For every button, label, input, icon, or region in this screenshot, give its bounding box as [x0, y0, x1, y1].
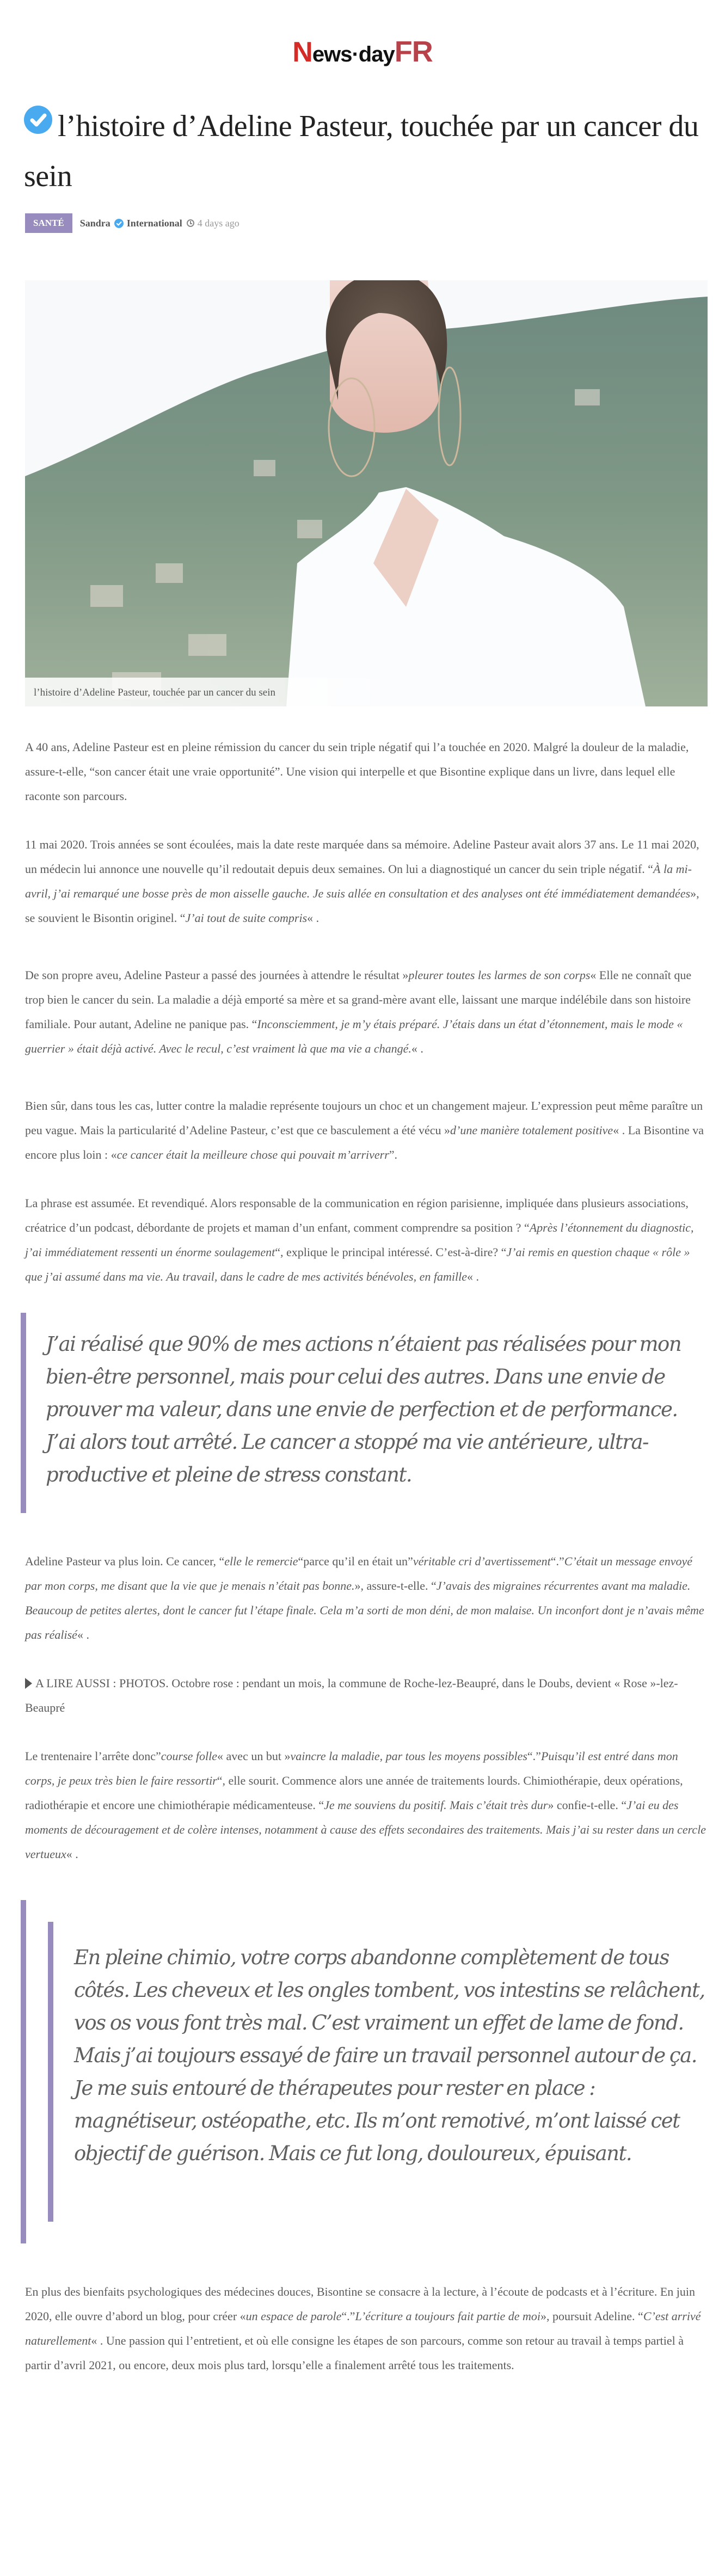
paragraph-text: « .: [411, 1042, 423, 1055]
paragraph-text: “, elle sourit. Commence alors une année de traitements lourds. Chimiothérapie, deux opérations, radiothérapie et encore une chimiothérapie médicamenteuse. “: [25, 1774, 683, 1812]
paragraph-text: « Elle ne connaît que trop bien le cancer du sein. La maladie a déjà emporté sa mère et sa grand-mère avant elle, laissant une marque indélébile dans son histoire familiale. Pour autant, Adeline ne panique pas. “: [25, 968, 692, 1031]
paragraph-text: De son propre aveu, Adeline Pasteur a passé des journées à attendre le résultat »: [25, 968, 409, 982]
quote-text: un espace de parole: [245, 2309, 342, 2323]
site-logo[interactable]: [0, 37, 725, 66]
paragraph: [25, 963, 708, 1061]
quote-text: C’était un message envoyé par mon corps, me disant que la vie que je menais n’était pas bonne.: [25, 1554, 692, 1593]
article-body: [25, 735, 708, 2401]
quote-text: Je me souviens du positif. Mais c’était très dur: [324, 1798, 548, 1812]
quote-text: À la mi-avril, j’ai remarqué une bosse près de mon aisselle gauche. Je suis allée en consultation et des analyses ont été immédiatement demandées: [25, 862, 692, 900]
quote-text: J’ai remis en question chaque « rôle » que j’ai assumé dans ma vie. Au travail, dans le cadre de mes activités bénévoles, en famille: [25, 1245, 690, 1283]
pull-quote: En pleine chimio, votre corps abandonne complètement de tous côtés. Les cheveux et les ongles tombent, vos intestins se relâchent, vos os vous font très mal. C’est vraiment un effet de lame de fond. Mais j’ai toujours essayé de faire un travail personnel autour de ça. Je me suis entouré de thérapeutes pour rester en place : magnétiseur, ostéopathe, etc. Ils m’ont remotivé, m’ont laissé cet objectif de guérison. Mais ce fut long, douloureux, épuisant.: [48, 1922, 708, 2222]
quote-text: Inconsciemment, je m’y étais préparé. J’étais dans un état d’étonnement, mais le mode « guerrier » était déjà activé. Avec le recul, c’est vraiment là que ma vie a changé.: [25, 1017, 683, 1055]
paragraph-text: », assure-t-elle. “: [354, 1579, 437, 1593]
paragraph-text: », se souvient le Bisontin originel. “: [25, 887, 699, 925]
paragraph-text: “, explique le principal intéressé. C’est-à-dire? “: [275, 1245, 507, 1259]
paragraph: [25, 1549, 708, 1647]
quote-text: Puisqu’il est entré dans mon corps, je peux très bien le faire ressortir: [25, 1749, 678, 1787]
logo-letter-n: N: [292, 36, 312, 68]
quote-text: véritable cri d’avertissement: [413, 1554, 551, 1568]
paragraph-text: Le trentenaire l’arrête donc”: [25, 1749, 161, 1763]
paragraph-text: A 40 ans, Adeline Pasteur est en pleine rémission du cancer du sein triple négatif qui l’a touchée en 2020. Malgré la douleur de la maladie, assure-t-elle, “son cancer était une vraie opportunité”. Une vision qui interpelle et que Bisontine explique dans un livre, dans lequel elle raconte son parcours.: [25, 740, 689, 803]
paragraph: [25, 735, 708, 808]
quote-text: vaincre la maladie, par tous les moyens possibles: [290, 1749, 527, 1763]
paragraph-text: “parce qu’il en était un”: [298, 1554, 413, 1568]
paragraph-text: « .: [77, 1628, 89, 1641]
paragraph-text: « avec un but »: [217, 1749, 291, 1763]
image-caption: l’histoire d’Adeline Pasteur, touchée par un cancer du sein: [34, 687, 275, 698]
paragraph-text: « . Une passion qui l’entretient, et où elle consigne les étapes de son parcours, comme son retour au travail à temps partiel à partir d’avril 2021, ou encore, deux mois plus tard, lorsqu’elle a finalement arrêté tous les traitements.: [25, 2334, 684, 2372]
paragraph: [25, 1744, 708, 1866]
blockquote-outer: [21, 1900, 708, 2243]
quote-text: course folle: [161, 1749, 218, 1763]
paragraph-text: “.”: [341, 2309, 355, 2323]
play-arrow-icon: [25, 1678, 32, 1689]
verified-check-icon: [24, 106, 52, 134]
quote-text: ce cancer était la meilleure chose qui pouvait m’arriverr: [116, 1148, 389, 1161]
paragraph-text: “.”: [550, 1554, 564, 1568]
category-badge[interactable]: SANTÉ: [25, 213, 72, 233]
featured-image: [25, 280, 708, 706]
paragraph-text: », poursuit Adeline. “: [540, 2309, 643, 2323]
featured-photo: [25, 280, 708, 706]
paragraph-text: « .: [307, 911, 320, 925]
logo-wordmark: ews·day: [312, 42, 395, 66]
verified-check-icon: [114, 219, 124, 228]
paragraph: [25, 832, 708, 930]
paragraph-text: Adeline Pasteur va plus loin. Ce cancer, “: [25, 1554, 225, 1568]
read-also-link[interactable]: A LIRE AUSSI : PHOTOS. Octobre rose : pendant un mois, la commune de Roche-lez-Beaupré, dans le Doubs, devient « Rose »-lez-Beaupré: [25, 1676, 678, 1714]
paragraph: [25, 2279, 708, 2377]
quote-text: Après l’étonnement du diagnostic, j’ai immédiatement ressenti un énorme soulagement: [25, 1221, 694, 1259]
author-name[interactable]: Sandra: [79, 217, 110, 229]
paragraph: [25, 1093, 708, 1167]
paragraph-text: « .: [466, 1270, 479, 1283]
clock-icon: [187, 219, 194, 227]
quote-text: C’est arrivé naturellement: [25, 2309, 701, 2347]
quote-text: J’avais des migraines récurrentes avant ma maladie. Beaucoup de petites alertes, dont le cancer fut l’étape finale. Cela m’a sorti de mon déni, de mon malaise. Un inconfort dont je n’avais même pas réalisé: [25, 1579, 704, 1641]
quote-text: d’une manière totalement positive: [450, 1123, 613, 1137]
quote-text: elle le remercie: [224, 1554, 298, 1568]
paragraph-text: 11 mai 2020. Trois années se sont écoulées, mais la date reste marquée dans sa mémoire. Adeline Pasteur avait alors 37 ans. Le 11 mai 2020, un médecin lui annonce une nouvelle qu’il redoutait depuis deux semaines. On lui a diagnostiqué un cancer du sein triple négatif. “: [25, 838, 699, 876]
logo-fr: FR: [394, 35, 433, 68]
paragraph: [25, 1191, 708, 1289]
paragraph-text: “.”: [527, 1749, 541, 1763]
quote-text: J’ai tout de suite compris: [185, 911, 308, 925]
paragraph-text: En plus des bienfaits psychologiques des médecines douces, Bisontine se consacre à la lecture, à l’écoute de podcasts et à l’écriture. En juin 2020, elle ouvre d’abord un blog, pour créer «: [25, 2285, 695, 2323]
quote-text: L’écriture a toujours fait partie de moi: [355, 2309, 541, 2323]
quote-text: J’ai eu des moments de découragement et de colère intenses, notamment à cause des effets secondaires des traitements. Mais j’ai su rester dans un cercle vertueux: [25, 1798, 706, 1861]
read-also: [25, 1671, 708, 1720]
paragraph-text: ”.: [389, 1148, 398, 1161]
caption-overlay: [25, 678, 395, 706]
publish-time: 4 days ago: [197, 217, 239, 229]
quote-text: pleurer toutes les larmes de son corps: [408, 968, 591, 982]
paragraph-text: Bien sûr, dans tous les cas, lutter contre la maladie représente toujours un choc et un changement majeur. L’expression peut même paraître un peu vague. Mais la particularité d’Adeline Pasteur, c’est que ce basculement a été vécu »: [25, 1099, 703, 1137]
paragraph-text: » confie-t-elle. “: [548, 1798, 627, 1812]
article-title: [24, 101, 710, 201]
paragraph-text: La phrase est assumée. Et revendiqué. Alors responsable de la communication en région parisienne, impliquée dans plusieurs associations, créatrice d’un podcast, débordante de projets et maman d’un enfant, comment comprendre sa position ? “: [25, 1196, 689, 1234]
paragraph-text: « . La Bisontine va encore plus loin : «: [25, 1123, 704, 1161]
article-meta: [25, 213, 239, 233]
section-link[interactable]: International: [126, 217, 182, 229]
article-title-text: l’histoire d’Adeline Pasteur, touchée par un cancer du sein: [24, 109, 699, 193]
paragraph-text: « .: [66, 1847, 78, 1861]
pull-quote: J’ai réalisé que 90% de mes actions n’étaient pas réalisées pour mon bien-être personnel, mais pour celui des autres. Dans une envie de prouver ma valeur, dans une envie de perfection et de performance. J’ai alors tout arrêté. Le cancer a stoppé ma vie antérieure, ultra-productive et pleine de stress constant.: [21, 1313, 708, 1513]
